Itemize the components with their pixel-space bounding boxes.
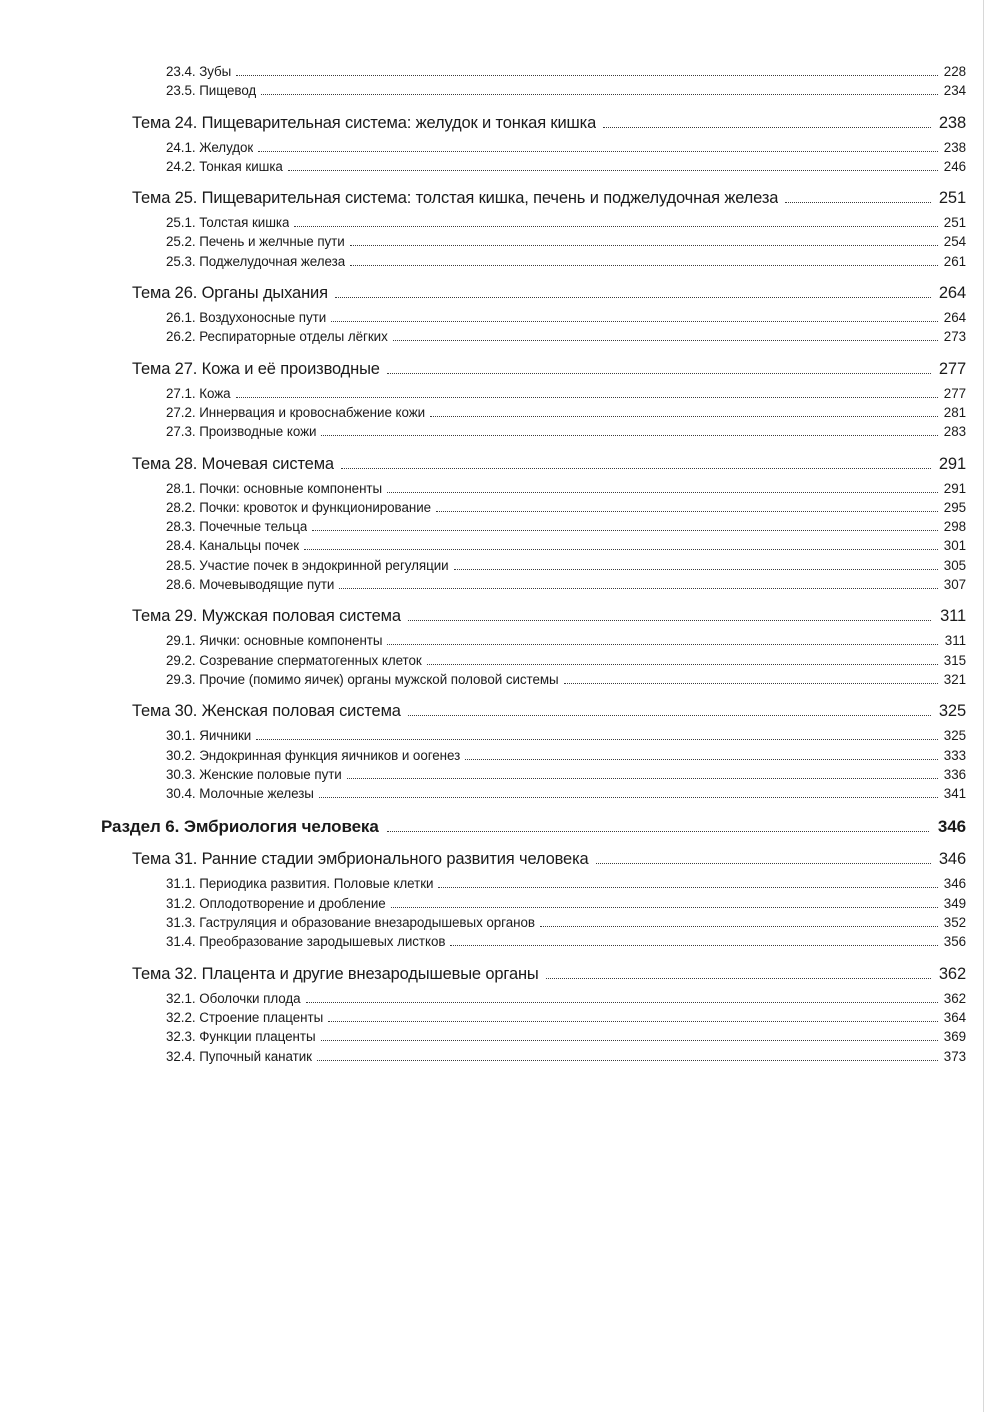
toc-entry-page-number: 311 [940,607,966,626]
toc-entry-title: 28.2. Почки: кровоток и функционирование [166,499,432,515]
dot-leader [236,75,938,76]
toc-entry-title: 28.6. Мочевыводящие пути [166,577,335,593]
toc-entry-title: 25.3. Поджелудочная железа [166,253,346,269]
toc-entry-page-number: 336 [943,766,966,782]
toc-entry-title: 28.5. Участие почек в эндокринной регуляции [166,557,449,573]
dot-leader [258,151,938,152]
toc-entry-title: Тема 28. Мочевая система [132,454,334,473]
toc-subsection-entry[interactable] [0,894,1000,913]
dot-leader [387,831,929,832]
toc-entry-title: Тема 27. Кожа и её производные [132,359,380,378]
toc-entry-title: 27.1. Кожа [166,385,231,401]
toc-theme-entry[interactable] [0,702,1000,721]
toc-entry-title: 27.3. Производные кожи [166,424,317,440]
toc-subsection-entry[interactable] [0,765,1000,784]
toc-subsection-entry[interactable] [0,746,1000,765]
dot-leader [288,170,938,171]
toc-subsection-entry[interactable] [0,327,1000,346]
toc-entry-page-number: 234 [943,83,966,99]
dot-leader [438,887,938,888]
toc-entry-page-number: 362 [938,964,966,983]
dot-leader [465,759,938,760]
toc-subsection-entry[interactable] [0,913,1000,932]
dot-leader [603,127,931,128]
toc-entry-title: 25.2. Печень и желчные пути [166,234,345,250]
toc-entry-page-number: 281 [943,404,966,420]
toc-entry-title: Тема 29. Мужская половая система [132,607,401,626]
toc-subsection-entry[interactable] [0,631,1000,650]
toc-subsection-entry[interactable] [0,213,1000,232]
toc-entry-title: 25.1. Толстая кишка [166,215,290,231]
toc-entry-page-number: 315 [943,652,966,668]
toc-subsection-entry[interactable] [0,498,1000,517]
dot-leader [393,340,938,341]
toc-entry-title: 30.2. Эндокринная функция яичников и оогенез [166,747,461,763]
dot-leader [408,715,931,716]
toc-entry-title: Тема 26. Органы дыхания [132,284,328,303]
toc-entry-page-number: 254 [943,234,966,250]
toc-subsection-entry[interactable] [0,308,1000,327]
dot-leader [454,569,938,570]
toc-entry-title: Тема 25. Пищеварительная система: толстая кишка, печень и поджелудочная железа [132,189,779,208]
toc-theme-entry[interactable] [0,189,1000,208]
toc-entry-title: 23.5. Пищевод [166,83,257,99]
toc-entry-page-number: 264 [938,284,966,303]
toc-entry-title: 32.1. Оболочки плода [166,990,301,1006]
toc-entry-title: 30.4. Молочные железы [166,786,314,802]
toc-entry-title: 28.1. Почки: основные компоненты [166,480,383,496]
toc-subsection-entry[interactable] [0,479,1000,498]
toc-entry-title: 28.4. Канальцы почек [166,538,300,554]
toc-entry-page-number: 325 [938,702,966,721]
toc-subsection-entry[interactable] [0,517,1000,536]
toc-entry-page-number: 298 [943,519,966,535]
toc-entry-page-number: 364 [943,1009,966,1025]
dot-leader [785,202,931,203]
toc-entry-title: 31.2. Оплодотворение и дробление [166,895,386,911]
toc-entry-title: 28.3. Почечные тельца [166,519,308,535]
toc-entry-page-number: 307 [943,577,966,593]
toc-entry-page-number: 238 [943,139,966,155]
toc-entry-page-number: 369 [943,1029,966,1045]
toc-entry-title: 24.1. Желудок [166,139,254,155]
toc-entry-title: 31.4. Преобразование зародышевых листков [166,934,446,950]
toc-entry-page-number: 277 [938,359,966,378]
dot-leader [546,978,931,979]
toc-entry-title: 26.1. Воздухоносные пути [166,310,327,326]
toc-entry-page-number: 356 [943,934,966,950]
toc-entry-title: Тема 32. Плацента и другие внезародышевые органы [132,964,539,983]
toc-subsection-entry[interactable] [0,670,1000,689]
toc-entry-page-number: 305 [943,557,966,573]
toc-entry-page-number: 251 [943,215,966,231]
dot-leader [596,863,931,864]
dot-leader [387,644,938,645]
toc-entry-page-number: 373 [943,1048,966,1064]
dot-leader [317,1060,938,1061]
dot-leader [261,94,938,95]
dot-leader [427,664,938,665]
toc-theme-entry[interactable] [0,965,1000,984]
dot-leader [564,683,938,684]
dot-leader [321,435,938,436]
toc-subsection-entry[interactable] [0,232,1000,251]
dot-leader [294,226,938,227]
dot-leader [408,620,931,621]
toc-entry-page-number: 273 [943,329,966,345]
table-of-contents [0,62,1000,1066]
toc-entry-title: 30.1. Яичники [166,728,252,744]
toc-entry-page-number: 246 [943,158,966,174]
toc-entry-title: Тема 24. Пищеварительная система: желудок и тонкая кишка [132,113,597,132]
dot-leader [236,397,938,398]
toc-entry-title: 29.1. Яички: основные компоненты [166,633,383,649]
toc-entry-page-number: 251 [938,189,966,208]
toc-entry-title: 32.4. Пупочный канатик [166,1048,312,1064]
dot-leader [387,373,931,374]
toc-entry-title: 31.1. Периодика развития. Половые клетки [166,876,434,892]
dot-leader [450,945,938,946]
toc-subsection-entry[interactable] [0,1047,1000,1066]
toc-entry-page-number: 291 [943,480,966,496]
toc-subsection-entry[interactable] [0,575,1000,594]
toc-entry-title: 23.4. Зубы [166,64,232,79]
dot-leader [387,492,938,493]
dot-leader [350,245,938,246]
toc-entry-page-number: 349 [943,895,966,911]
toc-entry-title: 31.3. Гаструляция и образование внезародышевых органов [166,915,535,931]
toc-section-entry[interactable] [0,817,1000,837]
toc-subsection-entry[interactable] [0,62,1000,81]
toc-subsection-entry[interactable] [0,989,1000,1008]
toc-entry-page-number: 333 [943,747,966,763]
toc-entry-title: 29.2. Созревание сперматогенных клеток [166,652,422,668]
toc-subsection-entry[interactable] [0,651,1000,670]
toc-subsection-entry[interactable] [0,536,1000,555]
toc-entry-title: 27.2. Иннервация и кровоснабжение кожи [166,404,426,420]
toc-entry-page-number: 277 [943,385,966,401]
toc-entry-title: 30.3. Женские половые пути [166,766,342,782]
toc-entry-title: Раздел 6. Эмбриология человека [101,817,379,837]
toc-entry-page-number: 283 [943,424,966,440]
toc-entry-page-number: 264 [943,310,966,326]
toc-subsection-entry[interactable] [0,726,1000,745]
toc-theme-entry[interactable] [0,284,1000,303]
toc-entry-page-number: 341 [943,786,966,802]
toc-subsection-entry[interactable] [0,157,1000,176]
toc-entry-page-number: 346 [938,850,966,869]
toc-entry-title: 32.3. Функции плаценты [166,1029,316,1045]
dot-leader [391,907,938,908]
toc-entry-page-number: 325 [943,728,966,744]
dot-leader [312,530,938,531]
dot-leader [304,549,938,550]
toc-entry-page-number: 301 [943,538,966,554]
toc-theme-entry[interactable] [0,850,1000,869]
toc-subsection-entry[interactable] [0,1027,1000,1046]
toc-subsection-entry[interactable] [0,422,1000,441]
toc-entry-page-number: 321 [943,671,966,687]
dot-leader [540,926,938,927]
toc-subsection-entry[interactable] [0,81,1000,100]
toc-entry-page-number: 228 [943,64,966,79]
dot-leader [331,321,938,322]
toc-entry-page-number: 261 [943,253,966,269]
toc-theme-entry[interactable] [0,455,1000,474]
toc-theme-entry[interactable] [0,607,1000,626]
dot-leader [319,797,938,798]
dot-leader [335,297,931,298]
toc-subsection-entry[interactable] [0,252,1000,271]
toc-entry-page-number: 295 [943,499,966,515]
toc-entry-title: 26.2. Респираторные отделы лёгких [166,329,388,345]
toc-entry-title: Тема 31. Ранние стадии эмбрионального развития человека [132,850,589,869]
toc-subsection-entry[interactable] [0,932,1000,951]
dot-leader [430,416,938,417]
toc-subsection-entry[interactable] [0,1008,1000,1027]
toc-theme-entry[interactable] [0,360,1000,379]
toc-entry-page-number: 291 [938,454,966,473]
toc-subsection-entry[interactable] [0,403,1000,422]
toc-entry-title: 32.2. Строение плаценты [166,1009,324,1025]
toc-theme-entry[interactable] [0,114,1000,133]
dot-leader [347,778,938,779]
dot-leader [339,588,938,589]
toc-subsection-entry[interactable] [0,138,1000,157]
toc-entry-page-number: 346 [937,817,966,837]
toc-entry-title: 24.2. Тонкая кишка [166,158,283,174]
toc-entry-page-number: 238 [938,113,966,132]
toc-subsection-entry[interactable] [0,384,1000,403]
toc-entry-page-number: 346 [943,876,966,892]
toc-entry-title: 29.3. Прочие (помимо яичек) органы мужской половой системы [166,671,559,687]
dot-leader [321,1040,938,1041]
dot-leader [341,468,931,469]
toc-subsection-entry[interactable] [0,556,1000,575]
toc-entry-page-number: 352 [943,915,966,931]
dot-leader [256,739,938,740]
dot-leader [436,511,938,512]
toc-subsection-entry[interactable] [0,874,1000,893]
dot-leader [350,265,938,266]
dot-leader [306,1002,938,1003]
toc-entry-page-number: 311 [944,633,966,649]
toc-entry-page-number: 362 [943,990,966,1006]
toc-entry-title: Тема 30. Женская половая система [132,702,401,721]
dot-leader [328,1021,938,1022]
toc-subsection-entry[interactable] [0,784,1000,803]
